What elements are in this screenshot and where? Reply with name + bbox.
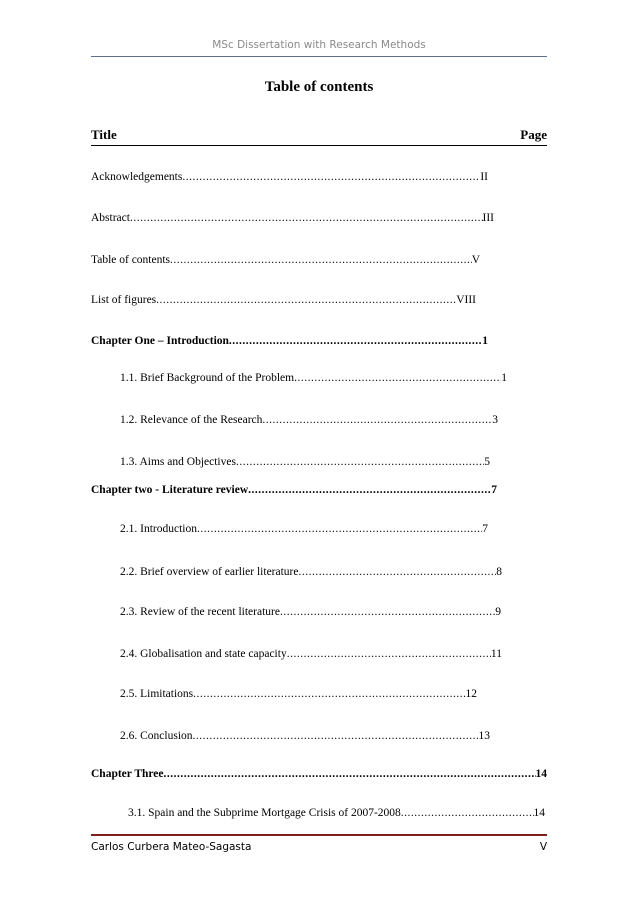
dot-leader: [130, 212, 483, 224]
toc-entry-page: 5: [484, 456, 490, 468]
dot-leader: [193, 688, 465, 700]
toc-entry-abstract[interactable]: [91, 212, 494, 228]
toc-entry-page: 1: [501, 372, 507, 384]
toc-entry-text: Table of contents: [91, 254, 171, 266]
dot-leader: [182, 171, 480, 183]
toc-entry-text: Chapter two - Literature review: [91, 484, 249, 496]
toc-entry-2-5[interactable]: [120, 688, 477, 704]
toc-entry-1-2[interactable]: [120, 414, 498, 430]
toc-entry-page: 7: [482, 523, 488, 535]
toc-entry-page: 11: [490, 648, 502, 660]
toc-entry-page: 12: [465, 688, 477, 700]
dot-leader: [156, 294, 456, 306]
toc-entry-2-2[interactable]: [120, 566, 502, 582]
dot-leader: [280, 606, 495, 618]
dot-leader: [294, 372, 501, 384]
toc-entry-page: VIII: [456, 294, 476, 306]
dot-leader: [299, 566, 497, 578]
column-page-label: Page: [520, 127, 547, 142]
toc-entry-2-3[interactable]: [120, 606, 501, 622]
footer-author: Carlos Curbera Mateo-Sagasta: [91, 841, 252, 853]
toc-entry-1-1[interactable]: [120, 372, 507, 388]
toc-entry-chapter-one[interactable]: [91, 335, 488, 351]
dot-leader: [401, 807, 534, 819]
toc-entry-page: 3: [492, 414, 498, 426]
toc-entry-text: Acknowledgements: [91, 171, 183, 183]
dot-leader: [262, 414, 492, 426]
dot-leader: [287, 648, 491, 660]
toc-entry-text: 1.1. Brief Background of the Problem: [120, 372, 295, 384]
toc-entry-text: List of figures: [91, 294, 157, 306]
toc-entry-text: Abstract: [91, 212, 130, 224]
toc-entry-text: 2.1. Introduction: [120, 523, 197, 535]
toc-entry-text: 2.6. Conclusion: [120, 730, 193, 742]
page-title: Table of contents: [264, 79, 374, 95]
footer-page-number: V: [539, 841, 547, 853]
toc-entry-text: 2.4. Globalisation and state capacity: [120, 648, 287, 660]
toc-entry-text: 2.2. Brief overview of earlier literature: [120, 566, 299, 578]
toc-entry-text: Chapter Three: [91, 768, 164, 780]
footer-rule: [91, 834, 547, 836]
toc-entry-text: 3.1. Spain and the Subprime Mortgage Crisis of 2007-2008: [128, 807, 401, 819]
toc-entry-page: 9: [495, 606, 501, 618]
toc-entry-table-of-contents[interactable]: [91, 254, 480, 270]
toc-entry-page: 13: [478, 730, 490, 742]
toc-entry-page: 8: [496, 566, 502, 578]
toc-entry-text: 2.5. Limitations: [120, 688, 194, 700]
dot-leader: [164, 768, 536, 780]
toc-entry-text: 1.3. Aims and Objectives: [120, 456, 236, 468]
dot-leader: [236, 456, 484, 468]
toc-entry-2-4[interactable]: [120, 648, 502, 664]
header-rule: [91, 56, 547, 57]
toc-entry-page: 14: [533, 807, 545, 819]
toc-entry-page: 7: [491, 484, 497, 496]
toc-entry-text: 2.3. Review of the recent literature: [120, 606, 280, 618]
toc-entry-text: Chapter One – Introduction: [91, 335, 229, 347]
dot-leader: [193, 730, 479, 742]
toc-entry-page: 14: [535, 768, 547, 780]
toc-entry-list-of-figures[interactable]: [91, 294, 476, 310]
dot-leader: [197, 523, 482, 535]
running-head: MSc Dissertation with Research Methods: [212, 39, 426, 51]
toc-entry-chapter-three[interactable]: [91, 768, 547, 784]
toc-entry-chapter-two[interactable]: [91, 484, 497, 500]
dot-leader: [248, 484, 491, 496]
toc-column-header: [91, 127, 547, 146]
dot-leader: [229, 335, 482, 347]
toc-entry-page: III: [482, 212, 494, 224]
toc-entry-1-3[interactable]: [120, 456, 490, 472]
toc-entry-page: V: [471, 254, 480, 266]
toc-entry-3-1[interactable]: [128, 807, 545, 823]
toc-entry-page: 1: [482, 335, 488, 347]
toc-entry-2-6[interactable]: [120, 730, 490, 746]
column-title-label: Title: [91, 127, 117, 142]
toc-entry-text: 1.2. Relevance of the Research: [120, 414, 263, 426]
toc-entry-page: II: [480, 171, 488, 183]
dot-leader: [170, 254, 472, 266]
toc-entry-acknowledgements[interactable]: [91, 171, 488, 187]
page-footer: [91, 841, 547, 857]
toc-entry-2-1[interactable]: [120, 523, 488, 539]
